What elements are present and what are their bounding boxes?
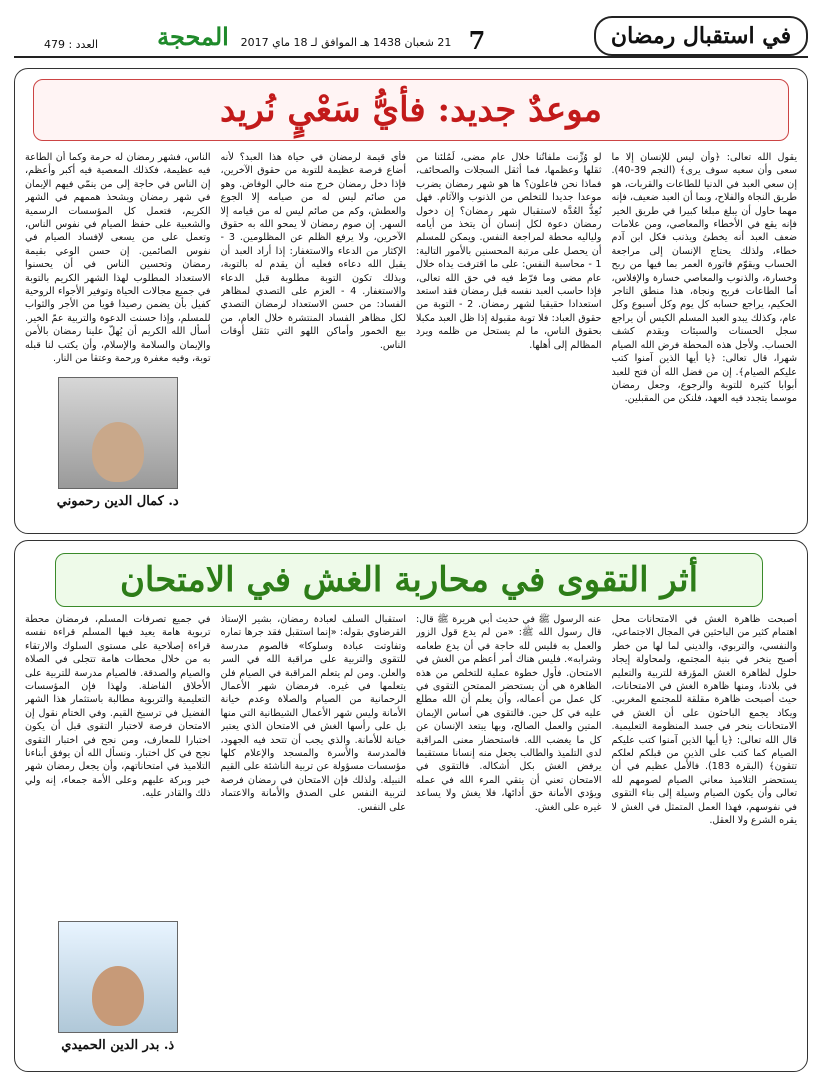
article-1-author: د. كمال الدين رحموني (56, 494, 179, 509)
article-2-column-4 (25, 613, 211, 1063)
article-2-columns (25, 613, 797, 1063)
article-1 (14, 68, 808, 534)
article-1-columns (25, 151, 797, 525)
article-2 (14, 540, 808, 1072)
article-2-text-4: في جميع تصرفات المسلم، فرمضان محطة تربوية هامة يعيد فيها المسلم قراءة نفسه قراءة إصلاحية على مستوى السلوك والارتقاء به من خلال محطات هامة تتجلى في الصلاة والصيام والصدقة. فالصيام مدرسة للتربية على الأخلاق الفاضلة. ولهذا فإن المؤسسات التعليمية والتربوية مطالبة باستثمار هذا الشهر الفضيل في ترسيخ القيم. وفي الختام نقول إن الامتحان فرصة لاختبار التقوى قبل أن يكون اختبارا للمعارف، ومن نجح في اختبار التقوى نجح في كل اختبار. ونسأل الله أن يوفق أبناءنا التلاميذ في امتحاناتهم، وأن يجعل رمضان شهر خير وبركة عليهم وعلى الأمة جمعاء، إنه ولي ذلك والقادر عليه. (25, 614, 211, 800)
author-photo-2 (58, 921, 178, 1033)
article-1-text-1: يقول الله تعالى: ﴿وأن ليس للإنسان إلا ما سعى وأن سعيه سوف يرى﴾ (النجم 39-40). إن سعي العبد في الدنيا للطاعات والقربات، هو طريق النجاة والفلاح، وبما أن العبد ضعيف، فإنه مهما حاول أن يبلغ مبلغا كبيرا في طريق الخير فإنه يقع في الأخطاء والمعاصي، ومن علامات ضعف العبد أنه يخطئ ويذنب فكل ابن آدم خطاء، ولذلك يحتاج الإنسان إلى مراجعة الحساب ويقوّم فاتورة العمر بما فيها من ربح وخسارة، والذنوب والمعاصي خسارة والإفلاس، أما الطاعات فربح ونجاة، هذا منطق التاجر الحكيم، يراجع حسابه كل يوم وكل أسبوع وكل عام، وكذلك يبدو العبد المسلم الكيس أن يراجع سجل الحسنات والسيئات ويقدم كشف الحساب. ولأجل هذه المحطة فرض الله الصيام شهرا، قال تعالى: ﴿يا أيها الذين آمنوا كتب عليكم الصيام﴾. إن من فضل الله أن فتح للعبد أبوابا كثيرة للتوبة والرجوع، وجعل رمضان موسما يتجدد فيه العهد، فلنكن من المقبلين. (611, 152, 797, 405)
article-2-column-3 (221, 613, 407, 1063)
newspaper-page (6, 4, 816, 1072)
article-1-text-3: فأي قيمة لرمضان في حياة هذا العبد؟ لأنه أضاع فرصة عظيمة للتوبة من حقوق الآخرين، فإذا دخل رمضان خرج منه خالي الوفاض. وهو من صائم ليس له من صيامه إلا الجوع والعطش، وكم من صائم ليس له من قيامه إلا السهر. إن صوم رمضان لا يمحو الله به حقوق الآخرين، ولا يرفع الظلم عن المظلومين. 3 - الإكثار من الدعاء والاستغفار: إذا أراد العبد أن يقبل الله دعاءه فعليه أن يقدم له بالتوبة، وبذلك تكون التوبة مطلوبة قبل الدعاء والاستغفار. 4 - العزم على التصدي لمظاهر الفساد: من حسن الاستعداد لرمضان التصدي لكل مظاهر الفساد المنتشرة خلال العام، من بيع الخمور وأماكن اللهو التي تثقل أوقات الناس. (220, 152, 406, 351)
article-2-text-1: أصبحت ظاهرة الغش في الامتحانات محل اهتمام كثير من الباحثين في المجال الاجتماعي، والنفسي، والتربوي، والديني لما لها من خطر أصبح ينخر في بنية المجتمع، ولمحاولة إيجاد حلول لظاهرة الغش المؤرقة للتربية والتعليم في بلادنا، ومنها ظاهرة الغش في الامتحانات، حيث أصبحت ظاهرة مقلقة للمجتمع المغربي. ويكاد يجمع الباحثون على أن الغش في الامتحانات ينخر في جسد المنظومة التعليمية. قال الله تعالى: ﴿يا أيها الذين آمنوا كتب عليكم الصيام كما كتب على الذين من قبلكم لعلكم تتقون﴾ (البقرة 183). فالأمل عظيم في أن يستحضر التلاميذ معاني الصيام لصومهم لله تعالى وأن يكون الصيام وسيلة إلى بناء التقوى في نفوسهم، فهذا العمل المتمثل في الغش لا يقره الشرع ولا العقل. (611, 614, 797, 827)
page-header (6, 4, 816, 62)
article-1-column-4 (25, 151, 211, 525)
article-1-column-1 (612, 151, 798, 525)
article-2-title: أثر التقوى في محاربة الغش في الامتحان (119, 560, 699, 600)
article-2-text-2: عنه الرسول ﷺ في حديث أبي هريرة ﷺ قال: قال رسول الله ﷺ: «من لم يدع قول الزور والعمل به فليس لله حاجة في أن يدع طعامه وشرابه». فليس هناك أمر أعظم من الغش في الامتحان. فأول خطوة عملية للتخلص من هذه الظاهرة هي أن يستحضر الممتحن التقوى في كل عمل من أعماله، وأن يعلم أن الله مطلع عليه في كل حين. فالتقوى هي أساس الإيمان المتين والعمل الصالح، وبها يبتعد الإنسان عن كل ما يغضب الله. فاستحضار معنى المراقبة لدى التلميذ والطالب يجعل منه إنسانا مستقيما يرفض الغش بكل أشكاله. فالتقوى في الامتحان تعني أن يتقي المرء الله في عمله ويؤدي الأمانة حق أدائها، فلا يغش ولا يساعد غيره على الغش. (416, 614, 602, 813)
author-portrait-2 (92, 966, 144, 1026)
author-photo (58, 377, 178, 489)
article-2-column-2 (416, 613, 602, 1063)
article-1-column-2 (416, 151, 602, 525)
article-1-text-4: الناس، فشهر رمضان له حرمة وكما أن الطاعة فيه عظيمة، فكذلك المعصية فيه أكبر وأعظم، إن الناس في حاجة إلى من ينمّي فيهم الإيمان في شهر رمضان ويشحذ هممهم في الشهر الكريم، فتعمل كل المؤسسات الرسمية والشعبية على حفظ الصيام في نفوس الناس، وتعمل على من يسعى لإفساد الصيام في نفوس الصائمين. إن حسن الوعي بقيمة رمضان وتحسين الناس في أن يحسنوا الاستعداد المطلوب لهذا الشهر الكريم بالتوبة في جميع مجالات الحياة وتوفير الأجواء الروحية كفيل بأن يضمن رصيدا قويا من الأجر والثواب للمسلم، وإذا حسنت الدعوة والتربية عمّ الخير. أسأل الله الكريم أن يُهلّ علينا رمضان بالأمن والإيمان والسلامة والإسلام، وأن يكتب لنا قبله توبة، وفيه مغفرة ورحمة وعتقا من النار. (25, 152, 211, 365)
issue-date: 21 شعبان 1438 هـ الموافق لـ 18 ماي 2017 (240, 36, 452, 49)
header-divider (14, 56, 808, 58)
article-1-column-3 (221, 151, 407, 525)
article-2-title-banner (55, 553, 763, 607)
article-1-title-banner (33, 79, 789, 141)
page-number: 7 (468, 26, 486, 55)
author-portrait (92, 422, 144, 482)
article-2-author: ذ. بدر الدين الحميدي (61, 1038, 175, 1053)
section-title: في استقبال رمضان (594, 16, 808, 56)
article-1-title: موعدٌ جديد: فأيُّ سَعْيٍ نُريد (220, 90, 602, 130)
article-1-text-2: لو وُزِّنت ملفاتُنا خلال عام مضى، لَمُلئنا من ثقلها وعظمها، فما أثقل السجلات والصحائف، فماذا نحن فاعلون؟ ها هو شهر رمضان يضرب موعدا جديدا للتخلص من الذنوب والآثام. فهل نُعِدُّ العُدَّة لاستقبال شهر رمضان؟ إن دخول رمضان دعوة لكل إنسان أن يتخذ من أيامه ولياليه محطة لمراجعة النفس. ويمكن للمسلم أن يحصل على مرتبة المحسنين بالأمور التالية: 1 - محاسبة النفس: على ما اقترفت يداه خلال عام مضى وما فرّط فيه في حق الله تعالى، فإذا حاسب العبد نفسه قبل رمضان فقد استعد استعدادا حقيقيا لشهر رمضان. 2 - التوبة من حقوق العباد: فلا توبة مقبولة إذا ظل العبد مكبلا بحقوق الناس، ما لم يستحل من ظلمه ويرد المظالم إلى أهلها. (416, 152, 602, 351)
article-2-column-1 (612, 613, 798, 1063)
article-2-text-3: استقبال السلف لعبادة رمضان، بشير الإستاذ القرضاوي بقوله: «إنما استقبل فقد جرها تماره وتفاوتت عبادة وسلوكا» فالصوم مدرسة للتقوى والتربية على مراقبة الله في السر والعلن. ومن لم يتعلم المراقبة في الصيام فلن يتعلمها في غيره. فرمضان شهر الأعمال الرحمانية من الصيام والصلاة وعدم خيانة الأمانة وليس شهر الأعمال الشيطانية التي منها بل على رأسها الغش في الامتحان الذي يعتبر خيانة للأمانة. والذي يجب أن تتحد فيه الجهود، فالمدرسة والأسرة والمسجد والإعلام كلها مؤسسات مسؤولة عن تربية الناشئة على القيم النبيلة. ولذلك فإن الامتحان في رمضان فرصة لتربية النفس على الصدق والأمانة والاعتماد على النفس. (220, 614, 406, 813)
issue-number: العدد : 479 (43, 38, 99, 51)
magazine-logo: المحجة (157, 22, 229, 51)
